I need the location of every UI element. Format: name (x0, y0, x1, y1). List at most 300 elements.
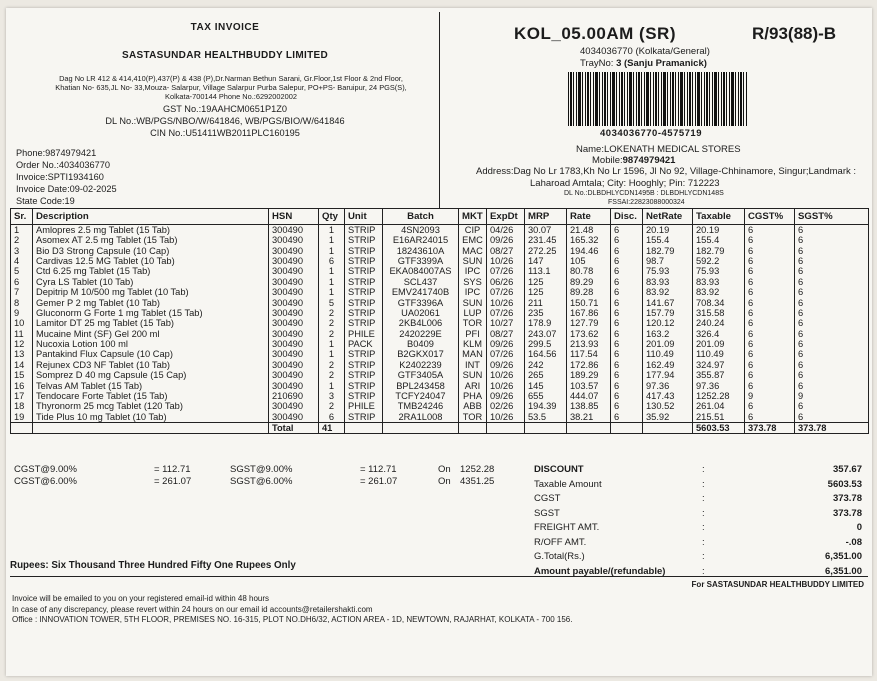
table-cell: 300490 (269, 380, 319, 390)
table-cell: 300490 (269, 349, 319, 359)
rack-code: R/93(88)-B (752, 24, 837, 43)
table-cell: 11 (11, 329, 33, 339)
table-cell: 10/26 (487, 412, 525, 423)
table-cell: 201.09 (643, 339, 693, 349)
table-cell: 1 (319, 225, 345, 236)
table-cell: STRIP (345, 277, 383, 287)
table-cell: 6 (745, 401, 795, 411)
table-cell: EMV241740B (383, 287, 459, 297)
table-cell: 6 (611, 380, 643, 390)
table-cell: 265 (525, 370, 567, 380)
table-cell: 6 (795, 308, 869, 318)
table-cell: 6 (745, 349, 795, 359)
table-cell: 444.07 (567, 391, 611, 401)
table-cell: 300490 (269, 370, 319, 380)
table-cell: 177.94 (643, 370, 693, 380)
table-row (11, 380, 869, 390)
table-cell: 1 (319, 287, 345, 297)
table-cell: 16 (11, 380, 33, 390)
table-cell: 6 (745, 329, 795, 339)
table-cell: E16AR24015 (383, 235, 459, 245)
table-cell: 300490 (269, 256, 319, 266)
cgst-rate-1: CGST@9.00% (14, 464, 77, 475)
table-cell: 89.29 (567, 277, 611, 287)
table-cell: 6 (611, 401, 643, 411)
table-cell: 8 (11, 297, 33, 307)
table-cell: 6 (611, 245, 643, 255)
table-cell: 300490 (269, 245, 319, 255)
table-cell: 162.49 (643, 360, 693, 370)
col-header: Rate (567, 209, 611, 225)
col-header: MRP (525, 209, 567, 225)
table-cell: PHILE (345, 329, 383, 339)
table-cell: 08/27 (487, 329, 525, 339)
table-cell: 300490 (269, 308, 319, 318)
seller-header (10, 12, 440, 208)
table-cell: 2RA1L008 (383, 412, 459, 423)
table-cell: 1 (319, 380, 345, 390)
table-cell: 6 (611, 370, 643, 380)
table-cell: 35.92 (643, 412, 693, 423)
table-row (11, 412, 869, 423)
table-cell: PHILE (345, 401, 383, 411)
table-row (11, 349, 869, 359)
table-cell: 6 (795, 245, 869, 255)
table-cell: STRIP (345, 391, 383, 401)
table-row (11, 391, 869, 401)
table-cell: Asomex AT 2.5 mg Tablet (15 Tab) (33, 235, 269, 245)
table-cell: 6 (745, 287, 795, 297)
table-cell: 182.79 (693, 245, 745, 255)
table-cell: 300490 (269, 412, 319, 423)
table-cell: 07/26 (487, 349, 525, 359)
col-header: Description (33, 209, 269, 225)
table-cell: 1 (319, 235, 345, 245)
footer-note: Invoice will be emailed to you on your registered email-id within 48 hours (12, 594, 270, 603)
table-cell: 2 (319, 329, 345, 339)
buyer-phone: Phone:9874979421 (16, 148, 97, 158)
table-cell: 6 (611, 360, 643, 370)
summary-value: 373.78 (832, 507, 862, 519)
col-header: HSN (269, 209, 319, 225)
table-cell: 6 (745, 339, 795, 349)
table-cell: 10/26 (487, 380, 525, 390)
table-cell: 211 (525, 297, 567, 307)
table-cell: STRIP (345, 360, 383, 370)
table-cell: 1 (319, 339, 345, 349)
table-cell: Depitrip M 10/500 mg Tablet (10 Tab) (33, 287, 269, 297)
table-cell: STRIP (345, 349, 383, 359)
table-cell: 155.4 (693, 235, 745, 245)
col-header: Sr. (11, 209, 33, 225)
invoice-date: Invoice Date:09-02-2025 (16, 184, 117, 194)
table-cell: 157.79 (643, 308, 693, 318)
table-cell: 7 (11, 287, 33, 297)
table-cell: 6 (745, 235, 795, 245)
seller-company-name: SASTASUNDAR HEALTHBUDDY LIMITED (122, 50, 328, 61)
table-cell: 6 (745, 412, 795, 423)
col-header: CGST% (745, 209, 795, 225)
seller-address-line: Kolkata-700144 Phone No.:6292002002 (165, 92, 297, 101)
summary-label: R/OFF AMT. (534, 536, 587, 548)
table-header-row (11, 209, 869, 225)
table-cell: 300490 (269, 318, 319, 328)
table-cell: 355.87 (693, 370, 745, 380)
col-header: Disc. (611, 209, 643, 225)
ship-to-mobile-label: Mobile: (592, 155, 623, 166)
table-row (11, 329, 869, 339)
items-table (10, 208, 869, 434)
total-row (11, 422, 869, 433)
seller-dl: DL No.:WB/PGS/NBO/W/641846, WB/PGS/BIO/W/641846 (105, 116, 345, 126)
summary-label: FREIGHT AMT. (534, 522, 600, 533)
summary-colon: : (702, 536, 705, 548)
table-cell: 300490 (269, 225, 319, 236)
table-cell: 2 (319, 370, 345, 380)
table-cell: KLM (459, 339, 487, 349)
table-cell: B2GKX017 (383, 349, 459, 359)
table-cell: 07/26 (487, 308, 525, 318)
table-cell: Somprez D 40 mg Capsule (15 Cap) (33, 370, 269, 380)
footer-note: In case of any discrepancy, please revert within 24 hours on our email id accounts@retailershakti.com (12, 605, 373, 614)
summary-value: 357.67 (832, 464, 862, 475)
table-cell: 1 (319, 245, 345, 255)
cgst-rate-2: CGST@6.00% (14, 476, 77, 487)
table-cell: 6 (795, 287, 869, 297)
state-code: State Code:19 (16, 196, 75, 206)
summary-value: 373.78 (832, 493, 862, 504)
table-cell: 83.92 (643, 287, 693, 297)
table-cell: 141.67 (643, 297, 693, 307)
table-cell: 75.93 (693, 266, 745, 276)
total-cell: 5603.53 (693, 422, 745, 433)
table-cell: 6 (611, 256, 643, 266)
table-cell: 178.9 (525, 318, 567, 328)
sgst-rate-1: SGST@9.00% (230, 464, 293, 475)
table-cell: Rejunex CD3 NF Tablet (10 Tab) (33, 360, 269, 370)
table-cell: 165.32 (567, 235, 611, 245)
table-cell: 300490 (269, 235, 319, 245)
seller-gst: GST No.:19AAHCM0651P1Z0 (163, 104, 287, 114)
table-cell: 2KB4L006 (383, 318, 459, 328)
table-cell: 147 (525, 256, 567, 266)
table-cell: 6 (745, 308, 795, 318)
barcode-number: 4034036770-4575719 (600, 128, 702, 139)
summary-colon: : (702, 478, 705, 490)
table-cell: 4SN2093 (383, 225, 459, 236)
ship-to-mobile-value: 9874979421 (622, 155, 676, 166)
table-cell: 18 (11, 401, 33, 411)
table-cell: 02/26 (487, 401, 525, 411)
table-cell: 300490 (269, 401, 319, 411)
summary-label: Amount payable/(refundable) (534, 565, 666, 577)
table-cell: 6 (795, 339, 869, 349)
table-cell: 6 (611, 329, 643, 339)
table-cell: 125 (525, 287, 567, 297)
sgst-amount-2: = 261.07 (360, 476, 398, 487)
table-cell: Pantakind Flux Capsule (10 Cap) (33, 349, 269, 359)
table-cell: 173.62 (567, 329, 611, 339)
table-row (11, 297, 869, 307)
table-cell: TMB24246 (383, 401, 459, 411)
table-cell: IPC (459, 287, 487, 297)
divider (10, 576, 868, 577)
table-cell: 326.4 (693, 329, 745, 339)
table-cell: 9 (795, 391, 869, 401)
table-cell: 6 (795, 412, 869, 423)
table-cell: 2420229E (383, 329, 459, 339)
empty-cell (567, 422, 611, 433)
col-header: NetRate (643, 209, 693, 225)
table-cell: K2402239 (383, 360, 459, 370)
on-value-2: 4351.25 (460, 476, 495, 487)
on-label-2: On (438, 476, 451, 487)
invoice-number: Invoice:SPTI1934160 (16, 172, 104, 182)
table-cell: 6 (611, 391, 643, 401)
table-cell: Thyronorm 25 mcg Tablet (120 Tab) (33, 401, 269, 411)
table-cell: 10/26 (487, 370, 525, 380)
table-cell: ABB (459, 401, 487, 411)
table-row (11, 370, 869, 380)
table-cell: MAN (459, 349, 487, 359)
ship-to-address: Address:Dag No Lr 1783,Kh No Lr 1596, Jl No 92, Village-Chhinamore, Singur;Landmark : (476, 166, 857, 177)
table-cell: GTF3396A (383, 297, 459, 307)
table-cell: 6 (11, 277, 33, 287)
ship-to-fssai: FSSAI:22823088000324 (608, 199, 685, 206)
table-cell: 6 (795, 235, 869, 245)
table-cell: Bio D3 Strong Capsule (10 Cap) (33, 245, 269, 255)
summary-label: G.Total(Rs.) (534, 551, 585, 562)
amount-in-words: Rupees: Six Thousand Three Hundred Fifty One Rupees Only (10, 560, 296, 571)
table-cell: 300490 (269, 329, 319, 339)
table-row (11, 225, 869, 236)
table-cell: 2 (319, 401, 345, 411)
table-row (11, 287, 869, 297)
table-cell: 708.34 (693, 297, 745, 307)
table-cell: 12 (11, 339, 33, 349)
summary-colon: : (702, 464, 705, 475)
table-cell: 592.2 (693, 256, 745, 266)
table-cell: 98.7 (643, 256, 693, 266)
table-cell: Ctd 6.25 mg Tablet (15 Tab) (33, 266, 269, 276)
table-cell: B0409 (383, 339, 459, 349)
seller-cin: CIN No.:U51411WB2011PLC160195 (150, 128, 300, 138)
route-code: KOL_05.00AM (SR) (514, 24, 676, 43)
table-cell: 9 (745, 391, 795, 401)
table-cell: 201.09 (693, 339, 745, 349)
table-cell: Lamitor DT 25 mg Tablet (15 Tab) (33, 318, 269, 328)
ship-to-address-2: Laharoad Amtala; City: Hooghly; Pin: 712223 (530, 178, 720, 189)
tray-label: TrayNo: (580, 58, 614, 69)
table-cell: 231.45 (525, 235, 567, 245)
table-cell: Telvas AM Tablet (15 Tab) (33, 380, 269, 390)
table-cell: EKA084007AS (383, 266, 459, 276)
table-cell: 243.07 (525, 329, 567, 339)
table-cell: PFI (459, 329, 487, 339)
table-cell: 15 (11, 370, 33, 380)
table-cell: GTF3399A (383, 256, 459, 266)
table-cell: SYS (459, 277, 487, 287)
table-cell: 97.36 (643, 380, 693, 390)
empty-cell (643, 422, 693, 433)
table-cell: 83.93 (693, 277, 745, 287)
table-cell: 6 (611, 308, 643, 318)
cgst-amount-2: = 261.07 (154, 476, 192, 487)
table-cell: 6 (795, 277, 869, 287)
table-cell: STRIP (345, 266, 383, 276)
summary-colon: : (702, 522, 705, 533)
table-cell: 75.93 (643, 266, 693, 276)
table-cell: 6 (745, 256, 795, 266)
table-cell: Cardivas 12.5 MG Tablet (10 Tab) (33, 256, 269, 266)
table-cell: 07/26 (487, 287, 525, 297)
table-row (11, 339, 869, 349)
table-cell: 6 (611, 297, 643, 307)
table-cell: 6 (795, 380, 869, 390)
table-cell: 242 (525, 360, 567, 370)
table-row (11, 266, 869, 276)
table-cell: LUP (459, 308, 487, 318)
order-warehouse: 4034036770 (Kolkata/General) (580, 46, 710, 57)
table-cell: 210690 (269, 391, 319, 401)
table-cell: 30.07 (525, 225, 567, 236)
on-value-1: 1252.28 (460, 464, 495, 475)
col-header: SGST% (795, 209, 869, 225)
table-cell: 10/26 (487, 256, 525, 266)
table-cell: 189.29 (567, 370, 611, 380)
table-cell: 38.21 (567, 412, 611, 423)
summary-label: SGST (534, 507, 560, 519)
table-cell: 83.93 (643, 277, 693, 287)
table-cell: 2 (319, 308, 345, 318)
table-cell: SUN (459, 370, 487, 380)
table-cell: 110.49 (693, 349, 745, 359)
table-cell: 6 (745, 370, 795, 380)
table-cell: STRIP (345, 380, 383, 390)
table-cell: 6 (611, 349, 643, 359)
table-cell: 97.36 (693, 380, 745, 390)
table-cell: STRIP (345, 297, 383, 307)
table-row (11, 245, 869, 255)
table-cell: STRIP (345, 256, 383, 266)
table-cell: 138.85 (567, 401, 611, 411)
table-cell: 09/26 (487, 360, 525, 370)
tray-value: 3 (Sanju Pramanick) (616, 58, 707, 69)
table-cell: Cyra LS Tablet (10 Tab) (33, 277, 269, 287)
table-cell: 130.52 (643, 401, 693, 411)
summary-label: DISCOUNT (534, 464, 584, 475)
empty-cell (345, 422, 383, 433)
order-number: Order No.:4034036770 (16, 160, 110, 170)
seller-address (26, 74, 436, 101)
table-cell: 103.57 (567, 380, 611, 390)
summary-value: 5603.53 (827, 478, 862, 490)
table-cell: 10/27 (487, 318, 525, 328)
table-cell: STRIP (345, 318, 383, 328)
table-cell: 4 (11, 256, 33, 266)
table-cell: 127.79 (567, 318, 611, 328)
table-cell: Tide Plus 10 mg Tablet (10 Tab) (33, 412, 269, 423)
total-cell: 373.78 (745, 422, 795, 433)
table-cell: SUN (459, 256, 487, 266)
ship-to-name: Name:LOKENATH MEDICAL STORES (576, 144, 741, 155)
summary-value: 0 (856, 522, 862, 533)
table-cell: 6 (795, 225, 869, 236)
table-cell: 150.71 (567, 297, 611, 307)
table-cell: STRIP (345, 225, 383, 236)
table-cell: 215.51 (693, 412, 745, 423)
table-cell: TCFY24047 (383, 391, 459, 401)
table-cell: BPL243458 (383, 380, 459, 390)
summary-colon: : (702, 565, 705, 577)
table-cell: TOR (459, 412, 487, 423)
table-cell: EMC (459, 235, 487, 245)
table-cell: 6 (745, 245, 795, 255)
summary-value: 6,351.00 (825, 565, 862, 577)
table-cell: 6 (745, 225, 795, 236)
tray-number (580, 58, 707, 69)
table-cell: 10 (11, 318, 33, 328)
empty-cell (11, 422, 33, 433)
col-header: Batch (383, 209, 459, 225)
table-cell: 20.19 (643, 225, 693, 236)
table-cell: 6 (745, 297, 795, 307)
table-cell: 125 (525, 277, 567, 287)
table-cell: PACK (345, 339, 383, 349)
total-cell: 373.78 (795, 422, 869, 433)
invoice-title: TAX INVOICE (190, 22, 260, 33)
table-cell: 113.1 (525, 266, 567, 276)
table-cell: 6 (319, 256, 345, 266)
table-cell: PHA (459, 391, 487, 401)
table-row (11, 360, 869, 370)
table-cell: MAC (459, 245, 487, 255)
table-cell: 172.86 (567, 360, 611, 370)
table-cell: 315.58 (693, 308, 745, 318)
on-label-1: On (438, 464, 451, 475)
summary-value: 6,351.00 (825, 551, 862, 562)
table-cell: 6 (795, 401, 869, 411)
table-cell: 6 (611, 339, 643, 349)
table-cell: 09/26 (487, 235, 525, 245)
table-cell: 1252.28 (693, 391, 745, 401)
table-cell: 120.12 (643, 318, 693, 328)
table-cell: 6 (745, 360, 795, 370)
table-cell: 80.78 (567, 266, 611, 276)
table-cell: 655 (525, 391, 567, 401)
sgst-amount-1: = 112.71 (360, 464, 397, 475)
table-cell: 1 (319, 266, 345, 276)
table-cell: 6 (319, 412, 345, 423)
table-cell: 155.4 (643, 235, 693, 245)
barcode-icon (568, 72, 748, 126)
table-cell: 300490 (269, 297, 319, 307)
table-cell: 117.54 (567, 349, 611, 359)
seller-address-line: Khatian No- 635,JL No- 33,Mouza- Salarpur, Village Salarpur Purba Salepur, PO+PS- Baruipur, 24 PGS(S), (55, 83, 407, 92)
table-cell: 21.48 (567, 225, 611, 236)
empty-cell (525, 422, 567, 433)
table-cell: 300490 (269, 266, 319, 276)
table-cell: 08/27 (487, 245, 525, 255)
table-cell: INT (459, 360, 487, 370)
table-cell: 6 (611, 266, 643, 276)
table-cell: 83.92 (693, 287, 745, 297)
table-cell: 6 (745, 380, 795, 390)
table-cell: 164.56 (525, 349, 567, 359)
table-row (11, 277, 869, 287)
table-cell: 6 (795, 360, 869, 370)
table-cell: Gluconorm G Forte 1 mg Tablet (15 Tab) (33, 308, 269, 318)
